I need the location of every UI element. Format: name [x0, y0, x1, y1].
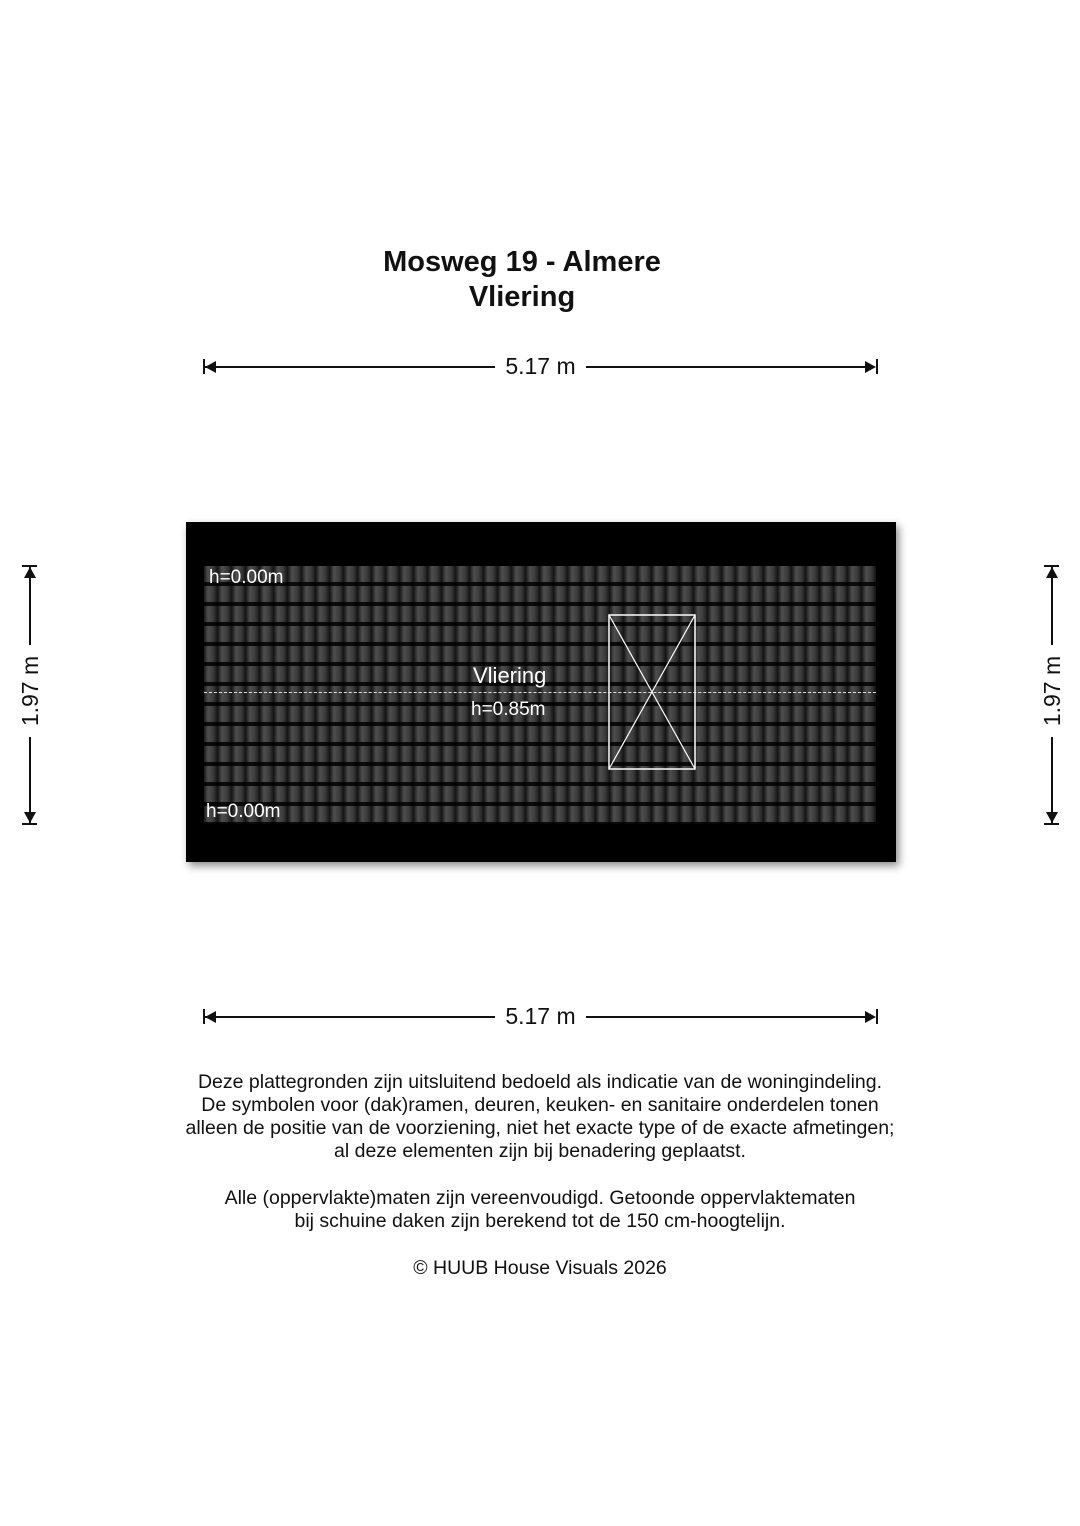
attic-hatch-icon	[608, 614, 696, 770]
arrow-right-icon	[865, 1011, 876, 1023]
address-title: Mosweg 19 - Almere	[383, 246, 661, 278]
top-width-label: 5.17 m	[505, 353, 576, 379]
disclaimer-line: Deze plattegronden zijn uitsluitend bedoeld als indicatie van de woningindeling.	[197, 1071, 883, 1093]
dimension-line	[205, 366, 495, 368]
arrow-down-icon	[1046, 812, 1058, 823]
floor-title: Vliering	[468, 281, 576, 313]
ridge-line	[204, 692, 876, 693]
dimension-tick	[22, 823, 37, 825]
eave-height-top-label: h=0.00m	[209, 567, 284, 588]
dimension-line	[205, 1016, 495, 1018]
area-note-line: Alle (oppervlakte)maten zijn vereenvoudigd. Getoonde oppervlaktematen	[224, 1187, 856, 1209]
disclaimer-line: al deze elementen zijn bij benadering geplaatst.	[334, 1140, 746, 1162]
arrow-down-icon	[24, 812, 36, 823]
left-depth-label: 1.97 m	[17, 655, 43, 727]
disclaimer-text	[140, 1071, 940, 1163]
dimension-tick	[876, 1009, 878, 1024]
left-depth-dimension	[16, 565, 44, 825]
bottom-width-label: 5.17 m	[505, 1003, 576, 1029]
eave-height-bottom-label: h=0.00m	[206, 801, 281, 822]
dimension-line	[586, 366, 874, 368]
dimension-line	[29, 737, 31, 823]
bottom-width-dimension	[203, 1004, 878, 1030]
dimension-tick	[876, 359, 878, 374]
room-name-label: Vliering	[473, 663, 547, 688]
area-note-line: bij schuine daken zijn berekend tot de 150 cm-hoogtelijn.	[294, 1210, 786, 1232]
disclaimer-line: alleen de positie van de voorziening, niet het exacte type of de exacte afmetingen;	[185, 1117, 895, 1139]
roof-tiles-texture	[204, 566, 876, 824]
dimension-tick	[1044, 823, 1059, 825]
right-depth-label: 1.97 m	[1039, 655, 1065, 727]
copyright-text: © HUUB House Visuals 2026	[413, 1257, 667, 1279]
room-height-label: h=0.85m	[471, 699, 546, 720]
disclaimer-line: De symbolen voor (dak)ramen, deuren, keuken- en sanitaire onderdelen tonen	[201, 1094, 879, 1116]
right-depth-dimension	[1038, 565, 1066, 825]
dimension-line	[586, 1016, 874, 1018]
dimension-line	[1051, 567, 1053, 645]
dimension-line	[29, 567, 31, 645]
area-note-text	[140, 1187, 940, 1233]
arrow-right-icon	[865, 361, 876, 373]
top-width-dimension	[203, 354, 878, 380]
floor-plan	[186, 522, 896, 862]
dimension-line	[1051, 737, 1053, 823]
